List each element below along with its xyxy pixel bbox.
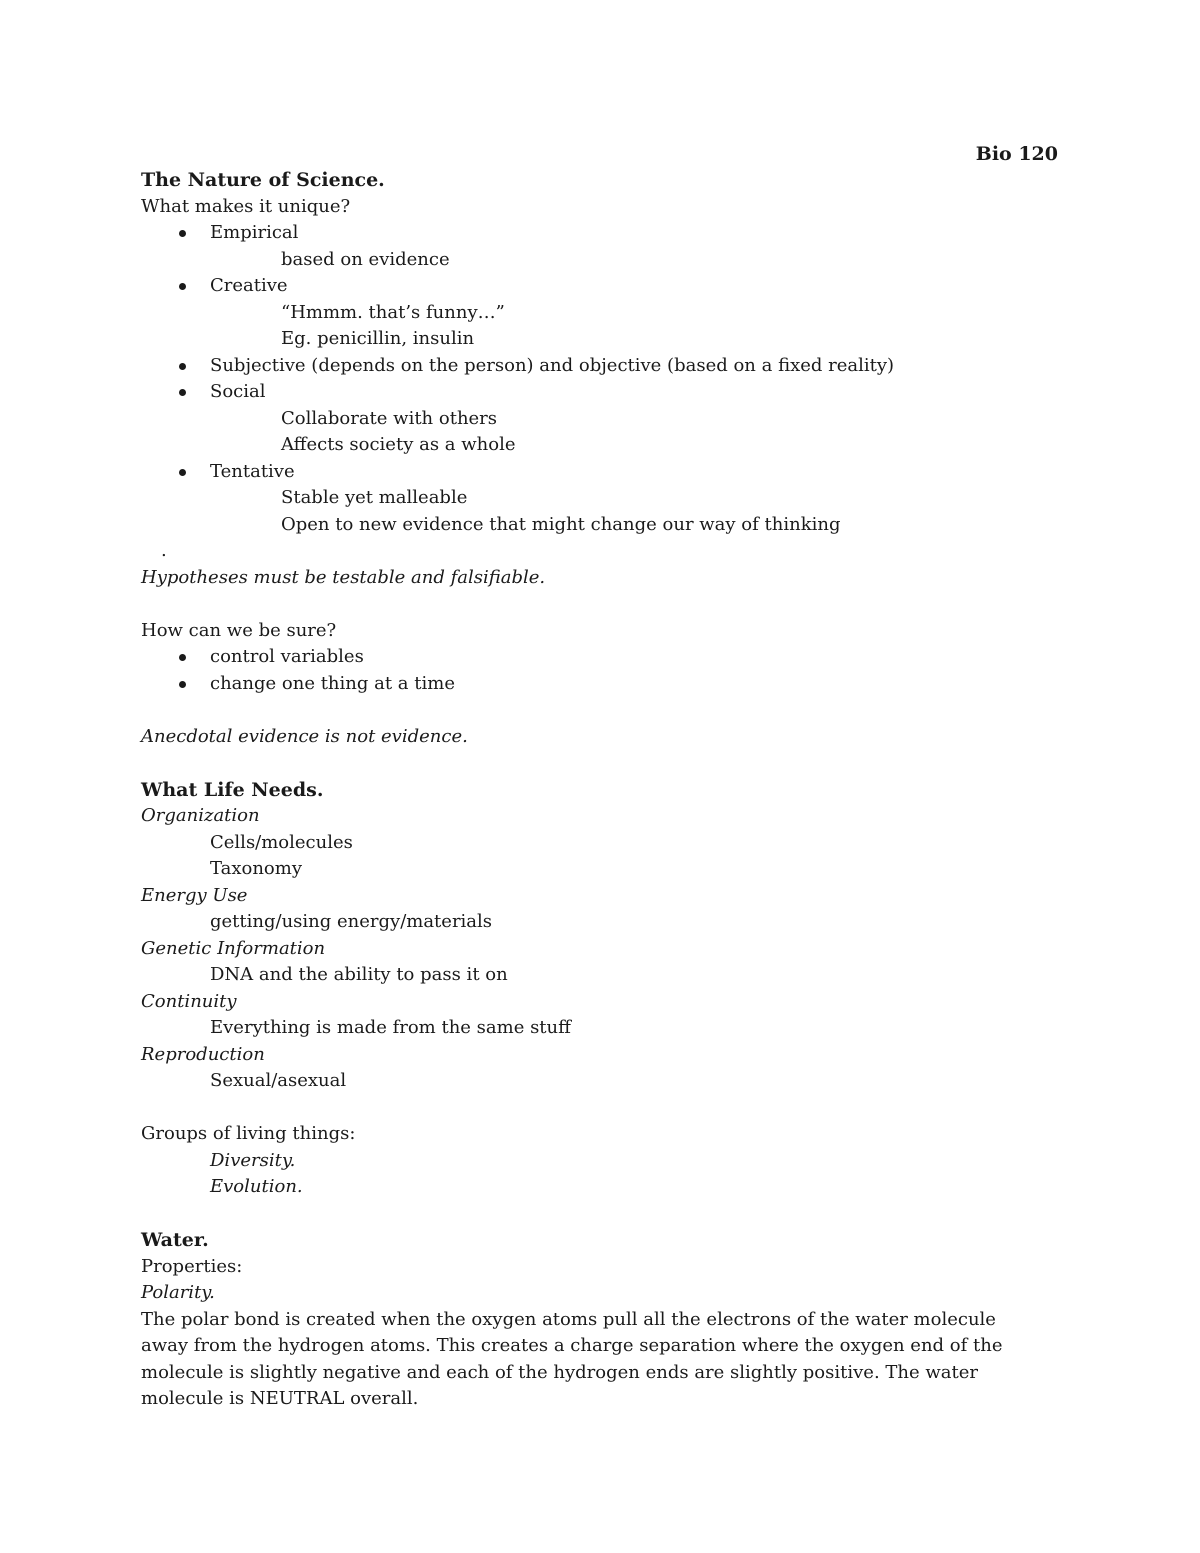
bullet-item: Creative	[141, 273, 1061, 300]
term-label: Genetic Information	[141, 937, 326, 959]
bullet-icon	[179, 469, 186, 476]
term-detail: Cells/molecules	[210, 831, 353, 853]
note-anecdotal: Anecdotal evidence is not evidence.	[141, 725, 468, 747]
bullet-item: control variables	[141, 644, 1061, 671]
bullet-icon	[179, 363, 186, 370]
term-label: Reproduction	[141, 1043, 265, 1065]
term-detail: getting/using energy/materials	[210, 911, 493, 932]
note-hypotheses: Hypotheses must be testable and falsifiable.	[141, 566, 546, 588]
spacer	[141, 697, 1061, 724]
term-detail: Sexual/asexual	[210, 1070, 347, 1091]
bullet-detail: based on evidence	[281, 248, 450, 270]
bullet-icon	[179, 654, 186, 661]
bullet-item: Social	[141, 379, 1061, 406]
section-title-nature-of-science: The Nature of Science.	[141, 169, 385, 191]
spacer	[141, 591, 1061, 618]
bullet-detail: “Hmmm. that’s funny…”	[281, 301, 505, 323]
bullet-item: Tentative	[141, 459, 1061, 486]
group-item: Evolution.	[210, 1176, 303, 1197]
groups-label: Groups of living things:	[141, 1123, 356, 1144]
bullet-item: change one thing at a time	[141, 671, 1061, 698]
bullet-icon	[179, 230, 186, 237]
bullet-item: Subjective (depends on the person) and objective (based on a fixed reality)	[141, 353, 1061, 380]
bullet-detail: Open to new evidence that might change our way of thinking	[281, 513, 841, 535]
stray-mark: .	[161, 540, 167, 561]
group-item: Diversity.	[210, 1149, 296, 1171]
question-unique: What makes it unique?	[141, 195, 351, 217]
bullet-detail: Eg. penicillin, insulin	[281, 328, 475, 349]
bullet-icon	[179, 389, 186, 396]
term-detail: Everything is made from the same stuff	[210, 1017, 571, 1038]
spacer	[141, 1201, 1061, 1228]
question-sure: How can we be sure?	[141, 619, 337, 641]
course-label: Bio 120	[975, 143, 1058, 165]
term-detail: DNA and the ability to pass it on	[210, 964, 508, 985]
term-label: Organization	[141, 805, 260, 826]
term-label: Energy Use	[141, 884, 248, 906]
bullet-item: Empirical	[141, 220, 1061, 247]
section-title-what-life-needs: What Life Needs.	[141, 778, 324, 801]
notes-content	[141, 167, 1061, 1413]
bullet-icon	[179, 283, 186, 290]
term-detail: Taxonomy	[210, 858, 302, 879]
bullet-detail: Collaborate with others	[281, 407, 498, 429]
spacer	[141, 750, 1061, 777]
bullet-icon	[179, 681, 186, 688]
section-title-water: Water.	[141, 1229, 209, 1251]
spacer	[141, 1095, 1061, 1122]
polarity-paragraph: The polar bond is created when the oxygen atoms pull all the electrons of the water molecule away from the hydrogen atoms. This creates a charge separation where the oxygen end of the molecule is slightly negative and each of the hydrogen ends are slightly positive. The water molecule is NEUTRAL overall.	[141, 1308, 1003, 1409]
bullet-detail: Affects society as a whole	[281, 434, 516, 455]
properties-label: Properties:	[141, 1255, 243, 1277]
term-label: Continuity	[141, 990, 237, 1012]
polarity-label: Polarity.	[141, 1282, 215, 1303]
bullet-detail: Stable yet malleable	[281, 487, 468, 508]
